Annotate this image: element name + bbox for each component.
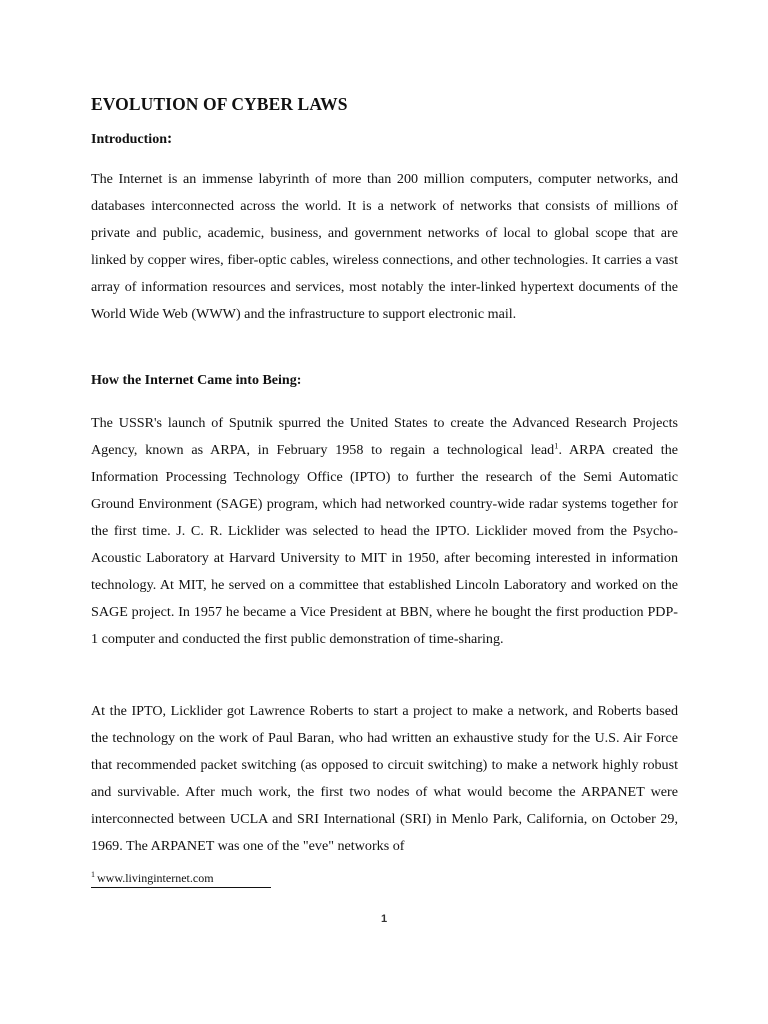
history-paragraph-arpa-part2: . ARPA created the Information Processing Technology Office (IPTO) to further the research of the Semi Automatic Ground Environment (SAGE) program, which had networked country-wide radar systems together for the first time. J. C. R. Licklider was selected to head the IPTO. Licklider moved from the Psycho-Acoustic Laboratory at Harvard University to MIT in 1950, after becoming interested in information technology. At MIT, he served on a committee that established Lincoln Laboratory and worked on the SAGE project. In 1957 he became a Vice President at BBN, where he bought the first production PDP-1 computer and conducted the first public demonstration of time-sharing. [91,442,679,647]
section-heading-introduction-text: Introduction [91,132,167,147]
section-heading-introduction-colon: : [166,130,173,147]
section-heading-how-internet-came: How the Internet Came into Being: [91,373,302,388]
document-title: EVOLUTION OF CYBER LAWS [91,94,348,114]
footnote-text: www.livinginternet.com [97,871,214,885]
page-number: 1 [380,913,388,925]
footnote-separator [91,887,271,888]
footnote [91,870,214,886]
section-heading-introduction [91,130,172,148]
history-paragraph-ipto: At the IPTO, Licklider got Lawrence Roberts to start a project to make a network, and Roberts based the technology on the work of Paul Baran, who had written an exhaustive study for the U.S. Air Force that recommended packet switching (as opposed to circuit switching) to make a network highly robust and survivable. After much work, the first two nodes of what would become the ARPANET were interconnected between UCLA and SRI International (SRI) in Menlo Park, California, on October 29, 1969. The ARPANET was one of the "eve" networks of [91,703,678,854]
history-paragraph-arpa-part1: The USSR's launch of Sputnik spurred the United States to create the Advanced Research Projects Agency, known as ARPA, in February 1958 to regain a technological lead [91,415,678,458]
footnote-reference: 1 [554,440,559,451]
history-paragraph-arpa [91,410,678,653]
introduction-paragraph: The Internet is an immense labyrinth of more than 200 million computers, computer networks, and databases interconnected across the world. It is a network of networks that consists of millions of private and public, academic, business, and government networks of local to global scope that are linked by copper wires, fiber-optic cables, wireless connections, and other technologies. It carries a vast array of information resources and services, most notably the inter-linked hypertext documents of the World Wide Web (WWW) and the infrastructure to support electronic mail. [91,171,678,322]
footnote-mark: 1 [91,870,95,879]
